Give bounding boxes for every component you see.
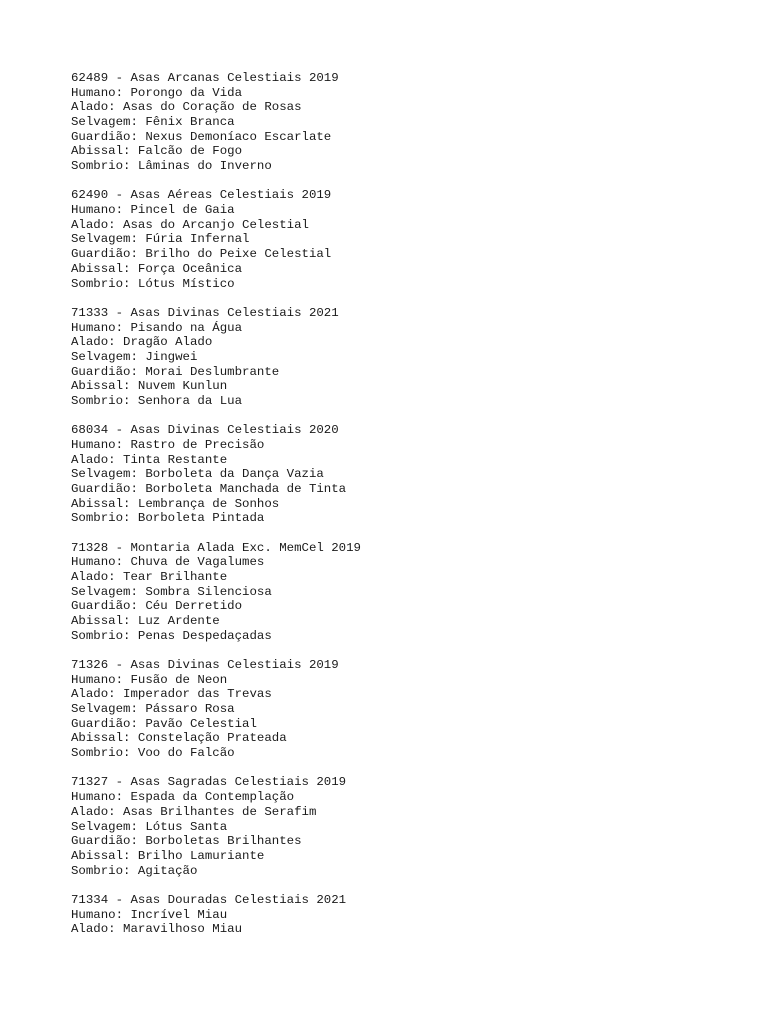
wing-entry — [71, 306, 731, 409]
entry-line: Alado: Dragão Alado — [71, 335, 213, 350]
entry-line: Selvagem: Sombra Silenciosa — [71, 584, 272, 599]
entry-line: Selvagem: Fúria Infernal — [71, 232, 250, 247]
entry-line: Alado: Tinta Restante — [71, 452, 228, 467]
wing-entry — [71, 71, 731, 174]
entry-line: Guardião: Nexus Demoníaco Escarlate — [71, 129, 332, 144]
entry-line: Guardião: Morai Deslumbrante — [71, 364, 280, 379]
entry-line: Selvagem: Borboleta da Dança Vazia — [71, 467, 324, 482]
entry-line: Sombrio: Voo do Falcão — [71, 746, 235, 761]
document-page — [71, 71, 731, 952]
entry-line: Abissal: Falcão de Fogo — [71, 144, 243, 159]
entry-line: Sombrio: Borboleta Pintada — [71, 511, 265, 526]
entry-line: Abissal: Constelação Prateada — [71, 731, 287, 746]
entry-line: Alado: Tear Brilhante — [71, 570, 228, 584]
entry-line: Alado: Asas do Coração de Rosas — [71, 100, 302, 115]
entry-title: 68034 - Asas Divinas Celestiais 2020 — [71, 423, 339, 438]
entry-line: Guardião: Céu Derretido — [71, 599, 243, 614]
entry-line: Humano: Pisando na Água — [71, 320, 243, 335]
entry-title: 62489 - Asas Arcanas Celestiais 2019 — [71, 71, 339, 85]
entry-line: Abissal: Nuvem Kunlun — [71, 379, 228, 394]
entry-title: 71328 - Montaria Alada Exc. MemCel 2019 — [71, 540, 361, 555]
entry-line: Abissal: Força Oceânica — [71, 261, 243, 276]
entry-line: Sombrio: Lótus Místico — [71, 276, 235, 291]
wing-entry — [71, 775, 731, 878]
entry-line: Abissal: Luz Ardente — [71, 614, 220, 629]
entry-title: 71326 - Asas Divinas Celestiais 2019 — [71, 658, 339, 673]
entry-title: 71333 - Asas Divinas Celestiais 2021 — [71, 305, 339, 320]
entry-line: Abissal: Brilho Lamuriante — [71, 848, 265, 863]
entry-line: Sombrio: Agitação — [71, 863, 198, 878]
wing-entry — [71, 188, 731, 291]
entry-line: Humano: Rastro de Precisão — [71, 437, 265, 452]
entry-line: Guardião: Borboletas Brilhantes — [71, 834, 302, 849]
entry-line: Selvagem: Pássaro Rosa — [71, 702, 235, 717]
entry-line: Alado: Maravilhoso Miau — [71, 922, 243, 937]
entry-line: Sombrio: Lâminas do Inverno — [71, 159, 272, 174]
wing-entry — [71, 658, 731, 761]
entry-title: 71334 - Asas Douradas Celestiais 2021 — [71, 892, 347, 907]
entry-line: Guardião: Brilho do Peixe Celestial — [71, 247, 332, 262]
entry-line: Guardião: Pavão Celestial — [71, 716, 257, 731]
entry-line: Selvagem: Lótus Santa — [71, 819, 228, 834]
entry-title: 62490 - Asas Aéreas Celestiais 2019 — [71, 188, 332, 203]
wing-entry — [71, 541, 731, 644]
entry-line: Guardião: Borboleta Manchada de Tinta — [71, 481, 347, 496]
entry-line: Humano: Porongo da Vida — [71, 85, 243, 100]
entry-line: Humano: Incrível Miau — [71, 907, 228, 922]
entry-line: Sombrio: Senhora da Lua — [71, 393, 243, 408]
entry-line: Humano: Chuva de Vagalumes — [71, 555, 265, 570]
entry-line: Selvagem: Jingwei — [71, 349, 198, 364]
entry-title: 71327 - Asas Sagradas Celestiais 2019 — [71, 775, 347, 790]
entry-line: Humano: Fusão de Neon — [71, 672, 228, 687]
entry-line: Selvagem: Fênix Branca — [71, 115, 235, 130]
wing-entry — [71, 423, 731, 526]
entry-line: Humano: Pincel de Gaia — [71, 203, 235, 218]
wing-entry — [71, 893, 731, 937]
entry-line: Humano: Espada da Contemplação — [71, 790, 295, 805]
entry-line: Alado: Asas do Arcanjo Celestial — [71, 217, 309, 232]
entry-line: Alado: Asas Brilhantes de Serafim — [71, 804, 317, 819]
entry-line: Alado: Imperador das Trevas — [71, 687, 272, 702]
entry-line: Abissal: Lembrança de Sonhos — [71, 496, 280, 511]
entry-line: Sombrio: Penas Despedaçadas — [71, 628, 272, 643]
